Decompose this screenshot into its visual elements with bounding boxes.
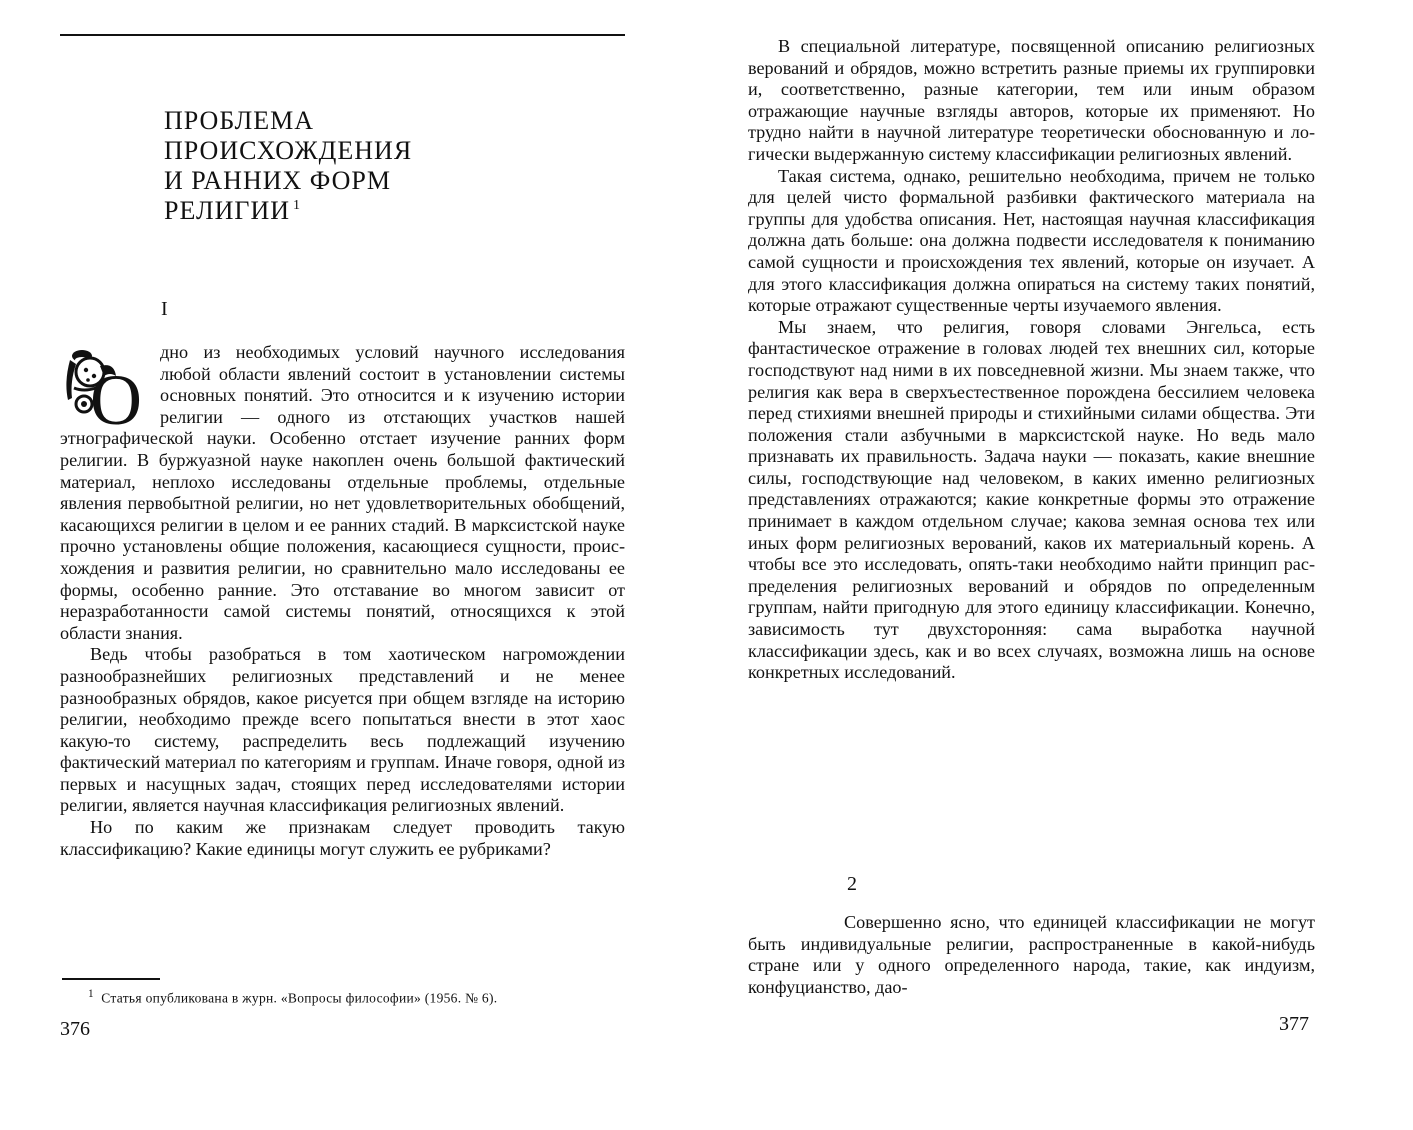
paragraph: Мы знаем, что религия, говоря словами Энгельса, есть фантастическое отражение в головах людей тех внешних сил, которые господствуют над ними в их повседневной жизни. Мы знаем также, что религия как вера в сверхъестественное порождена бессилием человека перед стихиями внешней природы и стихийными силами общества. Эти положения стали азбучными в марксистской науке. Но ведь мало признавать их правильность. Задача науки — показать, какие внешние силы, господствующие над человеком, в каких именно религиозных представлениях отражаются; какие конкретные формы это отражение принимает в каждом отдельном случае; какова земная основа тех или иных форм религиозных верований, каков их материальный корень. А чтобы все это исследовать, опять-таки необходимо найти принцип распределения религиозных верований и обрядов по определенным группам, найти пригодную для этого единицу классификации. Конечно, зависимость тут двухсторонняя: сама выработка научной классификации здесь, как и во всех случаях, возможна лишь на основе конкретных исследований. [748, 316, 1315, 683]
page-number: 377 [1279, 1013, 1309, 1035]
title-line-text: РЕЛИГИИ [164, 196, 290, 225]
section-number: 2 [847, 873, 857, 895]
right-body-text [748, 36, 1315, 684]
right-page [748, 0, 1315, 1130]
footnote [88, 986, 648, 1007]
dropcap-ornament-icon [60, 342, 156, 428]
footnote-marker: 1 [88, 988, 94, 1000]
title-line: ПРОБЛЕМА [164, 106, 315, 135]
title-footnote-marker: 1 [293, 198, 301, 214]
left-page [60, 0, 625, 1130]
paragraph: В специальной литературе, посвященной описанию религиозных верований и обрядов, можно встретить разные приемы их группировки и, соответственно, разные категории, тем или иным образом отражающие научные взгляды авторов, которые их применяют. Но трудно найти в научной литературе теоретически обоснованную и логически выдержанную систему классификации религиозных явлений. [748, 36, 1315, 164]
dropcap [60, 342, 156, 428]
title-line [164, 196, 484, 226]
title-line: ПРОИСХОЖДЕНИЯ [164, 136, 413, 165]
left-body-text [60, 342, 625, 860]
paragraph: Ведь чтобы разобраться в том хаотическом нагромождении разнообразнейших религиозных представлений и не менее разнообразных обрядов, какое рисуется при общем взгляде на историю религии, необходимо прежде всего попытаться внести в этот хаос какую-то систему, распределить весь подлежащий изучению фактический материал по категориям и группам. Иначе говоря, одной из первых и насущных задач, стоящих перед исследователями истории религии, является научная классификация религиозных явлений. [60, 644, 625, 816]
dropcap-letter: О [90, 360, 142, 428]
chapter-title [164, 106, 484, 226]
top-rule [60, 34, 625, 36]
paragraph: Но по каким же признакам следует проводить такую классификацию? Какие единицы могут служить ее рубриками? [60, 817, 625, 859]
paragraph: Такая система, однако, решительно необходима, причем не только для целей чисто формальной разбивки фактического материала на группы для удобства описания. Нет, настоящая научная классификация должна дать больше: она должна подвести исследователя к пониманию самой сущности и происхождения тех явлений, которые он изучает. А для этого классификация должна опираться на систему таких понятий, которые отражают существенные черты изучаемого явления. [748, 165, 1315, 316]
section-number: I [161, 298, 168, 320]
right-section2-text [748, 912, 1315, 998]
paragraph-text: дно из необходимых условий научного исследования любой области явлений состоит в установлении системы основных понятий. Это относится и к изучению истории религии — одного из отстающих участков нашей этнографической науки. Особенно отстает изучение ранних форм религии. В буржуазной науке накоплен очень большой фактический материал, неплохо исследованы отдельные проблемы, отдельные явления первобытной религии, но нет удовлетворительных обобщений, касающихся религии в целом и ее ранних стадий. В марксистской науке прочно установлены общие положения, касающиеся сущности, происхождения и развития религии, но сравнительно мало исследованы ее формы, особенно ранние. Это отставание во многом зависит от неразработанности самой системы понятий, относящихся к этой области знания. [60, 342, 625, 643]
footnote-rule [62, 978, 160, 980]
paragraph [60, 342, 625, 644]
page-number: 376 [60, 1018, 90, 1040]
paragraph: Совершенно ясно, что единицей классификации не могут быть индивидуальные религии, распространенные в какой-нибудь стране или у одного определенного народа, такие, как индуизм, конфуцианство, дао- [748, 912, 1315, 997]
footnote-text: Статья опубликована в журн. «Вопросы философии» (1956. № 6). [101, 990, 498, 1006]
title-line: И РАННИХ ФОРМ [164, 166, 392, 195]
